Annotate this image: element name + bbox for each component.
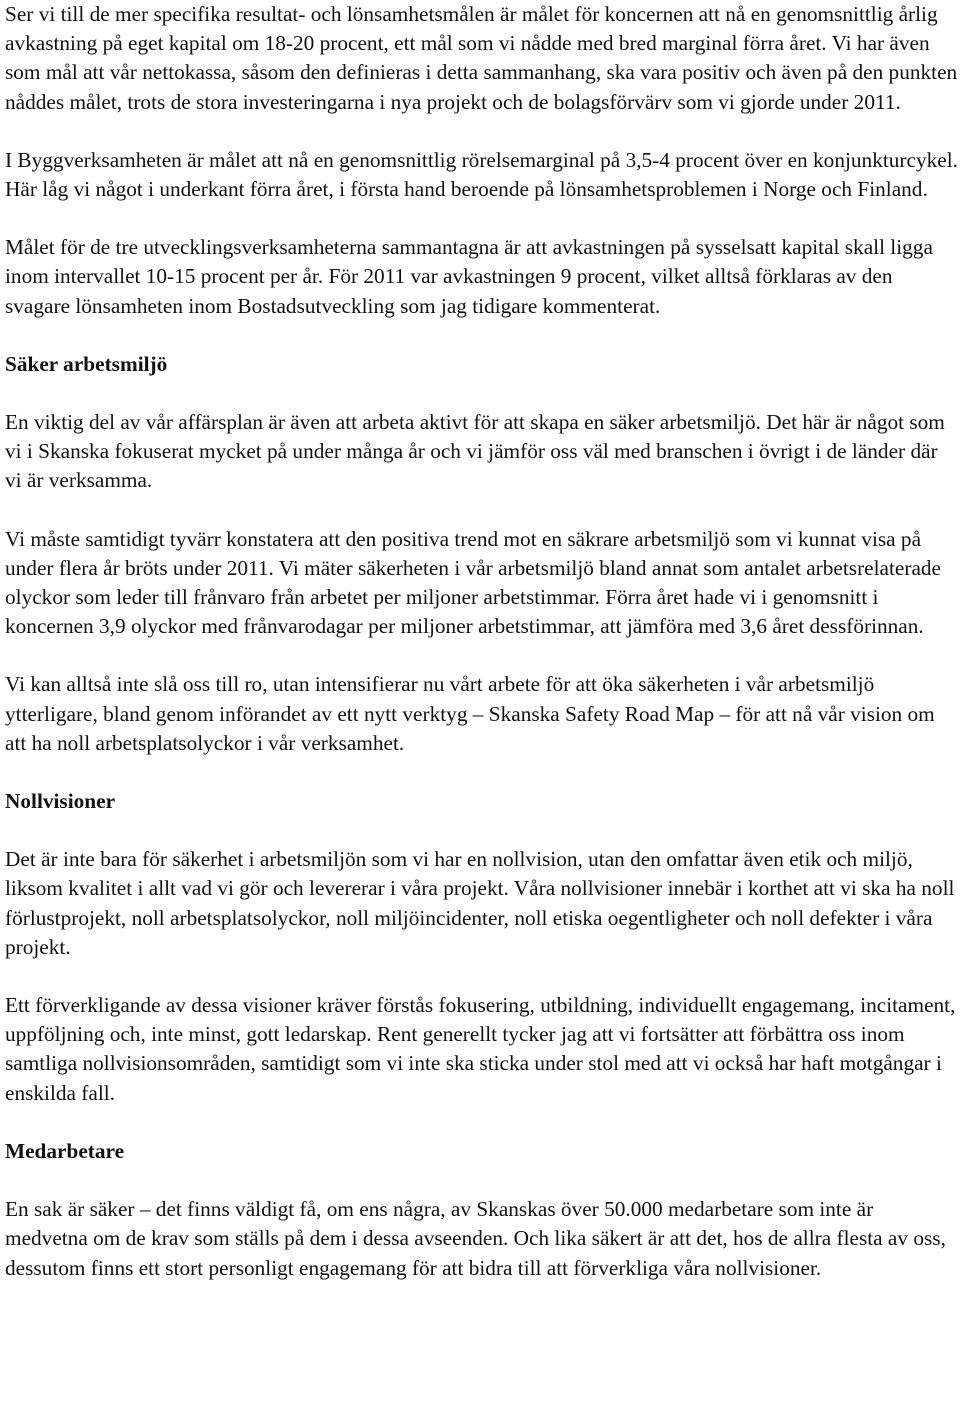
heading-zero-visions: Nollvisioner xyxy=(5,789,116,814)
heading-employees: Medarbetare xyxy=(5,1138,125,1163)
paragraph-zero-visions-realization: Ett förverkligande av dessa visioner kräver förstås fokusering, utbildning, individuellt engagemang, incitament, uppföljning och, inte minst, gott ledarskap. Rent generellt tycker jag att vi fortsätter att förbättra oss inom samtliga nollvisionsområden, samtidigt som vi inte ska sticka under stol med att vi också har haft motgångar i enskilda fall. xyxy=(5,993,956,1105)
paragraph-employees: En sak är säker – det finns väldigt få, om ens några, av Skanskas över 50.000 medarbetare som inte är medvetna om de krav som ställs på dem i dessa avseenden. Och lika säkert är att det, hos de allra flesta av oss, dessutom finns ett stort personligt engagemang för att bidra till att förverkliga våra nollvisioner. xyxy=(5,1197,946,1280)
heading-safe-workplace: Säker arbetsmiljö xyxy=(5,351,168,376)
paragraph-safety-road-map: Vi kan alltså inte slå oss till ro, utan intensifierar nu vårt arbete för att öka säkerheten i vår arbetsmiljö ytterligare, bland genom införandet av ett nytt verktyg – Skanska Safety Road Map – för att nå vår vision om att ha noll arbetsplatsolyckor i vår verksamhet. xyxy=(5,672,935,755)
paragraph-financial-targets: Ser vi till de mer specifika resultat- och lönsamhetsmålen är målet för koncernen att nå en genomsnittlig årlig avkastning på eget kapital om 18-20 procent, ett mål som vi nådde med bred marginal förra året. Vi har även som mål att vår nettokassa, såsom den definieras i detta sammanhang, ska vara positiv och även på den punkten nåddes målet, trots de stora investeringarna i nya projekt och de bolagsförvärv som vi gjorde under 2011. xyxy=(5,2,958,114)
paragraph-safety-business-plan: En viktig del av vår affärsplan är även att arbeta aktivt för att skapa en säker arbetsmiljö. Det här är något som vi i Skanska fokuserat mycket på under många år och vi jämför oss väl med branschen i övrigt i de länder där vi är verksamma. xyxy=(5,410,945,493)
document-page xyxy=(5,0,958,1283)
paragraph-construction-margin: I Byggverksamheten är målet att nå en genomsnittlig rörelsemarginal på 3,5-4 procent över en konjunkturcykel. Här låg vi något i underkant förra året, i första hand beroende på lönsamhetsproblemen i Norge och Finland. xyxy=(5,147,958,202)
paragraph-safety-trend: Vi måste samtidigt tyvärr konstatera att den positiva trend mot en säkrare arbetsmiljö som vi kunnat visa på under flera år bröts under 2011. Vi mäter säkerheten i vår arbetsmiljö bland annat som antalet arbetsrelaterade olyckor som leder till frånvaro från arbetet per miljoner arbetstimmar. Förra året hade vi i genomsnitt i koncernen 3,9 olyckor med frånvarodagar per miljoner arbetstimmar, att jämföra med 3,6 året dessförinnan. xyxy=(5,526,942,639)
paragraph-zero-visions-scope: Det är inte bara för säkerhet i arbetsmiljön som vi har en nollvision, utan den omfattar även etik och miljö, liksom kvalitet i allt vad vi gör och levererar i våra projekt. Våra nollvisioner innebär i korthet att vi ska ha noll förlustprojekt, noll arbetsplatsolyckor, noll miljöincidenter, noll etiska oegentligheter och noll defekter i våra projekt. xyxy=(5,847,955,959)
paragraph-development-return: Målet för de tre utvecklingsverksamheterna sammantagna är att avkastningen på sysselsatt kapital skall ligga inom intervallet 10-15 procent per år. För 2011 var avkastningen 9 procent, vilket alltså förklaras av den svagare lönsamheten inom Bostadsutveckling som jag tidigare kommenterat. xyxy=(5,235,933,318)
